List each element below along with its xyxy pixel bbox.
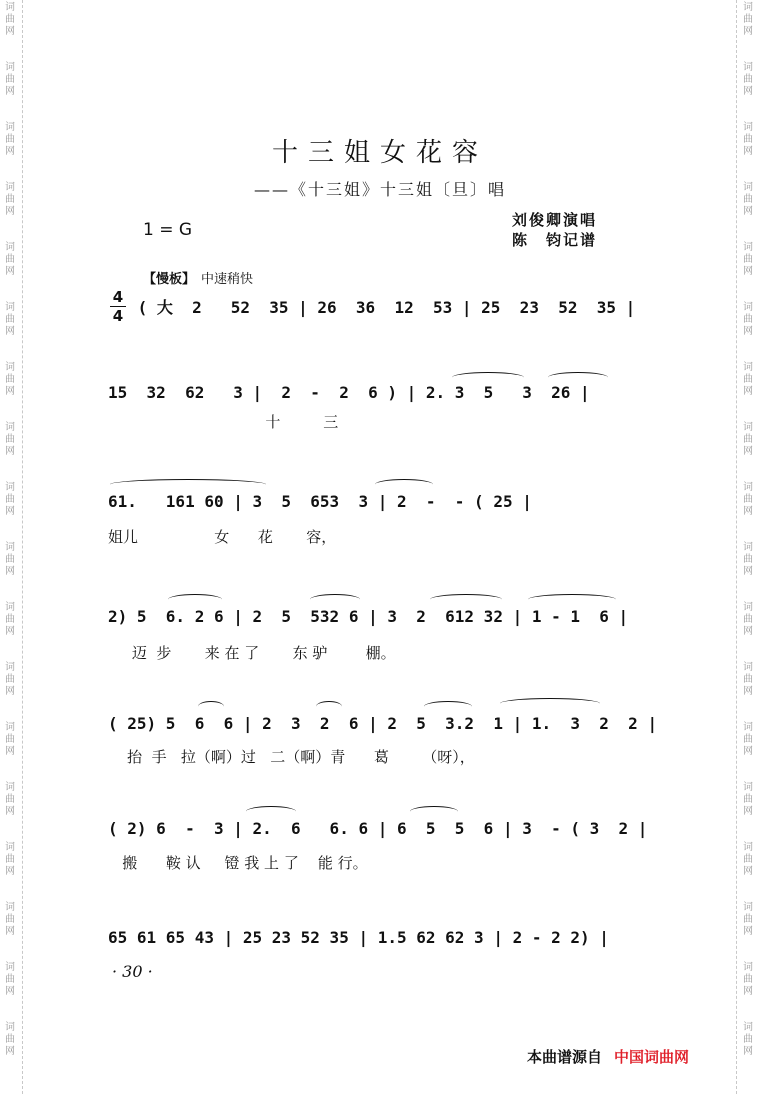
- song-subtitle: ——《十三姐》十三姐〔旦〕唱: [254, 180, 507, 199]
- watermark-text: 词 曲 网: [743, 302, 753, 337]
- slur: [310, 594, 360, 605]
- slur: [110, 479, 266, 490]
- slur: [316, 701, 342, 712]
- watermark-text: 词 曲 网: [743, 842, 753, 877]
- watermark-text: 词 曲 网: [5, 62, 15, 97]
- slur: [246, 806, 296, 817]
- lyrics-row-5: 抬 手 拉（啊）过 二（啊）青 葛 （呀），: [108, 748, 475, 766]
- tempo-marking: [143, 268, 253, 287]
- watermark-text: 词 曲 网: [5, 482, 15, 517]
- watermark-text: 词 曲 网: [5, 242, 15, 277]
- watermark-text: 词 曲 网: [743, 122, 753, 157]
- time-signature: [110, 289, 126, 324]
- watermark-text: 词 曲 网: [5, 302, 15, 337]
- slur: [198, 701, 224, 712]
- slur: [500, 698, 600, 709]
- source-site: 中国词曲网: [614, 1048, 690, 1066]
- watermark-text: 词 曲 网: [743, 62, 753, 97]
- watermark-text: 词 曲 网: [743, 482, 753, 517]
- watermark-text: 词 曲 网: [743, 902, 753, 937]
- watermark-text: 词 曲 网: [5, 722, 15, 757]
- slur: [168, 594, 222, 605]
- watermark-text: 词 曲 网: [743, 2, 753, 37]
- watermark-text: 词 曲 网: [5, 962, 15, 997]
- watermark-text: 词 曲 网: [5, 902, 15, 937]
- watermark-text: 词 曲 网: [5, 1022, 15, 1057]
- watermark-text: 词 曲 网: [5, 842, 15, 877]
- slur: [375, 479, 433, 490]
- watermark-text: 词 曲 网: [743, 602, 753, 637]
- slur: [424, 701, 472, 712]
- score-row-6: ( 2) 6 - 3 | 2. 6 6. 6 | 6 5 5 6 | 3 - ( 3 2 |: [108, 819, 648, 838]
- watermark-text: 词 曲 网: [743, 782, 753, 817]
- watermark-text: 词 曲 网: [743, 182, 753, 217]
- watermark-text: 词 曲 网: [743, 962, 753, 997]
- lyrics-row-3: 姐儿 女 花 容，: [108, 528, 337, 546]
- slur: [452, 372, 524, 383]
- time-signature-top: 4: [112, 288, 124, 306]
- watermark-text: 词 曲 网: [743, 1022, 753, 1057]
- watermark-text: 词 曲 网: [743, 242, 753, 277]
- watermark-text: 词 曲 网: [5, 542, 15, 577]
- slur: [430, 594, 502, 605]
- watermark-text: 词 曲 网: [5, 122, 15, 157]
- score-row-3: 61. 161 60 | 3 5 653 3 | 2 - - ( 25 |: [108, 492, 532, 511]
- slur: [410, 806, 458, 817]
- lyrics-row-4: 迈 步 来 在 了 东 驴 棚。: [108, 644, 396, 662]
- transcriber-credit: 陈 钧记谱: [512, 231, 598, 249]
- watermark-text: 词 曲 网: [5, 2, 15, 37]
- lyrics-row-2: 十 三: [108, 413, 339, 431]
- score-row-4: 2) 5 6. 2 6 | 2 5 532 6 | 3 2 612 32 | 1 - 1 6 |: [108, 607, 629, 626]
- watermark-text: 词 曲 网: [5, 782, 15, 817]
- score-row-1: ( 大 2 52 35 | 26 36 12 53 | 25 23 52 35 |: [128, 298, 636, 317]
- tempo-text: 中速稍快: [201, 272, 254, 287]
- watermark-text: 词 曲 网: [5, 182, 15, 217]
- lyrics-row-6: 搬 鞍 认 镫 我 上 了 能 行。: [108, 854, 368, 872]
- watermark-text: 词 曲 网: [5, 602, 15, 637]
- source-credit: [527, 1046, 689, 1067]
- performer-credit: 刘俊卿演唱: [512, 211, 598, 229]
- tempo-mark: 【慢板】: [143, 272, 196, 287]
- watermark-text: 词 曲 网: [5, 362, 15, 397]
- time-signature-bottom: 4: [112, 307, 124, 325]
- watermark-text: 词 曲 网: [743, 362, 753, 397]
- watermark-text: 词 曲 网: [743, 422, 753, 457]
- slur: [528, 594, 616, 605]
- watermark-text: 词 曲 网: [5, 422, 15, 457]
- song-title: 十三姐女花容: [271, 138, 488, 168]
- watermark-text: 词 曲 网: [5, 662, 15, 697]
- watermark-text: 词 曲 网: [743, 542, 753, 577]
- watermark-text: 词 曲 网: [743, 722, 753, 757]
- page-number: · 30 ·: [112, 962, 153, 981]
- score-row-5: ( 25) 5 6 6 | 2 3 2 6 | 2 5 3.2 1 | 1. 3 2 2 |: [108, 714, 658, 733]
- watermark-text: 词 曲 网: [743, 662, 753, 697]
- key-signature: 1 = G: [143, 220, 193, 240]
- score-row-7: 65 61 65 43 | 25 23 52 35 | 1.5 62 62 3 | 2 - 2 2) |: [108, 928, 609, 947]
- score-row-2: 15 32 62 3 | 2 - 2 6 ) | 2. 3 5 3 26 |: [108, 383, 590, 402]
- slur: [548, 372, 608, 383]
- source-label: 本曲谱源自: [527, 1048, 603, 1066]
